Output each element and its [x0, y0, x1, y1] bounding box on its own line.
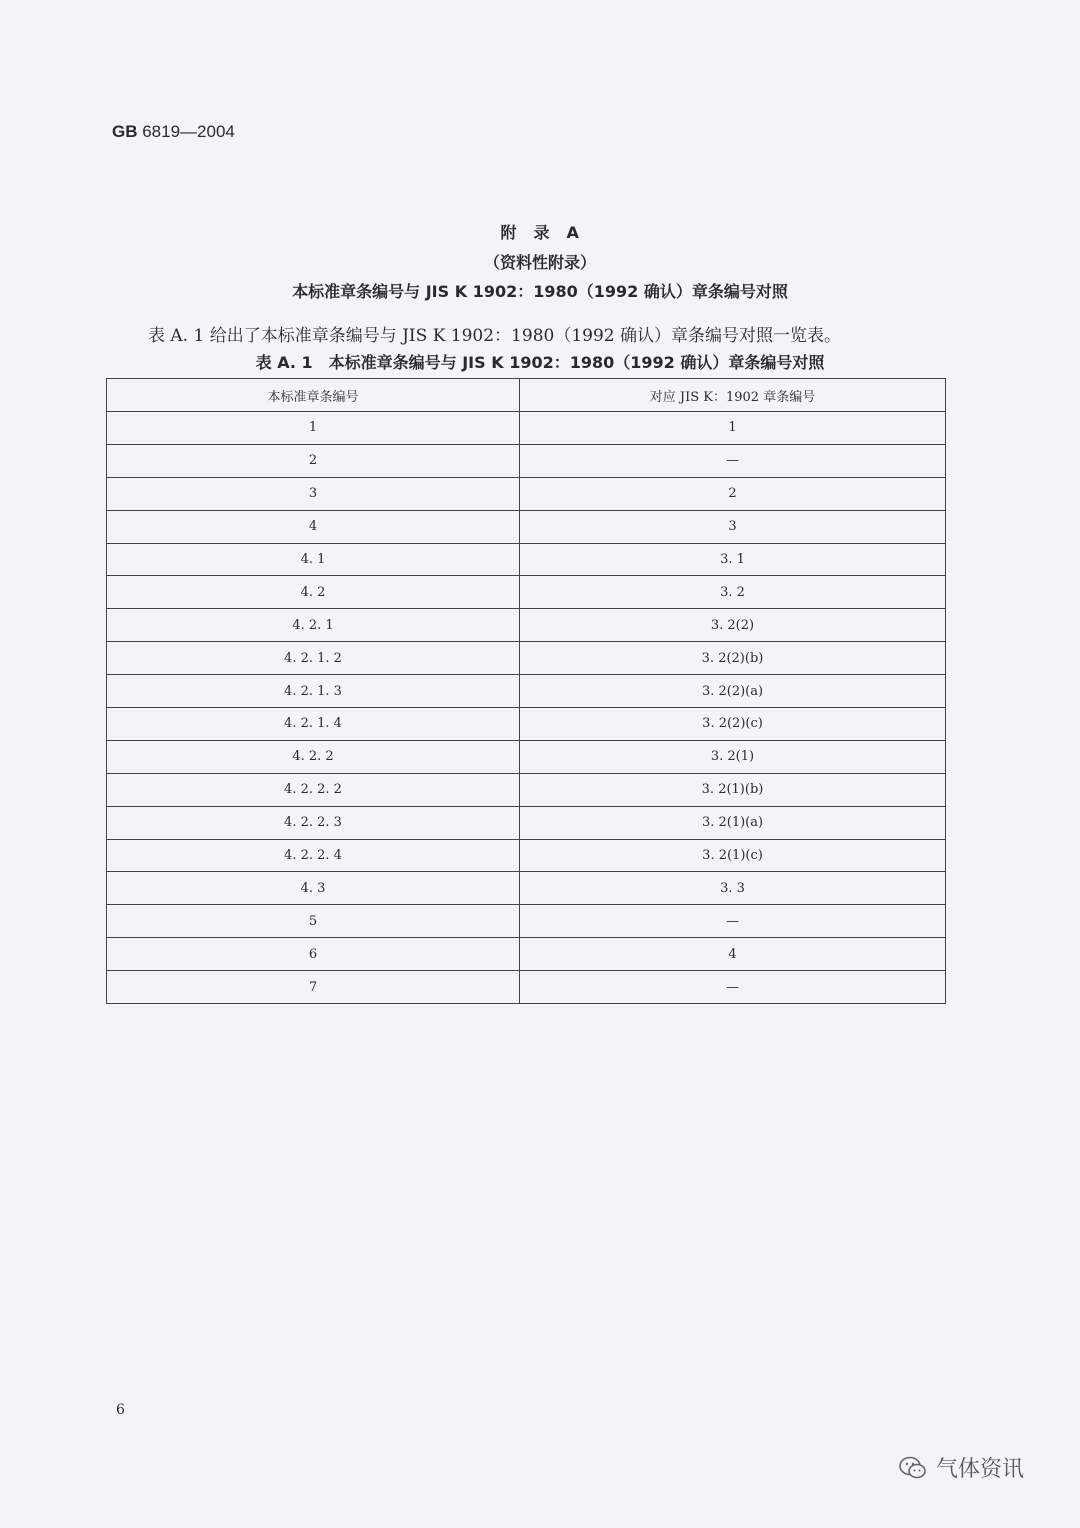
jis-clause-cell: 4	[520, 938, 946, 971]
clause-number-cell: 1	[107, 412, 520, 445]
table-caption: 表 A. 1 本标准章条编号与 JIS K 1902：1980（1992 确认）章条编号对照	[255, 353, 825, 372]
clause-number-cell: 3	[107, 477, 520, 510]
annex-type: （资料性附录）	[483, 253, 596, 272]
column-header: 对应 JIS K：1902 章条编号	[520, 379, 946, 412]
page-number: 6	[116, 1402, 125, 1418]
table-row	[107, 609, 946, 642]
jis-clause-cell: —	[520, 971, 946, 1004]
clause-number-cell: 4. 2. 1	[107, 609, 520, 642]
clause-number-cell: 4. 2. 1. 2	[107, 642, 520, 675]
jis-clause-cell: —	[520, 444, 946, 477]
watermark	[898, 1452, 1024, 1483]
table-row	[107, 872, 946, 905]
clause-number-cell: 4. 2. 2	[107, 740, 520, 773]
clause-number-cell: 4. 2. 2. 4	[107, 839, 520, 872]
table-row	[107, 938, 946, 971]
jis-clause-cell: 3. 2(1)(b)	[520, 773, 946, 806]
intro-paragraph: 表 A. 1 给出了本标准章条编号与 JIS K 1902：1980（1992 确认）章条编号对照一览表。	[148, 326, 841, 346]
table-row	[107, 905, 946, 938]
jis-clause-cell: 3. 2(1)(c)	[520, 839, 946, 872]
watermark-text: 气体资讯	[936, 1457, 1025, 1482]
table-row	[107, 773, 946, 806]
table-row	[107, 675, 946, 708]
table-row	[107, 708, 946, 741]
standard-id: GB 6819—2004	[112, 122, 235, 141]
table-row	[107, 412, 946, 445]
jis-clause-cell: 3. 2(2)(a)	[520, 675, 946, 708]
table-row	[107, 740, 946, 773]
clause-number-cell: 7	[107, 971, 520, 1004]
clause-number-cell: 6	[107, 938, 520, 971]
table-row	[107, 510, 946, 543]
annex-heading: 本标准章条编号与 JIS K 1902：1980（1992 确认）章条编号对照	[292, 282, 788, 301]
wechat-icon	[898, 1455, 928, 1481]
jis-clause-cell: 3. 2(2)(c)	[520, 708, 946, 741]
table-row	[107, 642, 946, 675]
table-row	[107, 477, 946, 510]
column-header: 本标准章条编号	[107, 379, 520, 412]
clause-number-cell: 2	[107, 444, 520, 477]
table-row	[107, 971, 946, 1004]
clause-number-cell: 5	[107, 905, 520, 938]
jis-clause-cell: 3. 2(2)	[520, 609, 946, 642]
table-row	[107, 839, 946, 872]
jis-clause-cell: 3. 1	[520, 543, 946, 576]
jis-clause-cell: 1	[520, 412, 946, 445]
clause-number-cell: 4. 3	[107, 872, 520, 905]
table-row	[107, 806, 946, 839]
clause-number-cell: 4. 2. 1. 4	[107, 708, 520, 741]
jis-clause-cell: —	[520, 905, 946, 938]
jis-clause-cell: 2	[520, 477, 946, 510]
clause-mapping-table	[106, 378, 946, 1004]
clause-number-cell: 4. 1	[107, 543, 520, 576]
jis-clause-cell: 3	[520, 510, 946, 543]
jis-clause-cell: 3. 2(1)	[520, 740, 946, 773]
table-row	[107, 543, 946, 576]
jis-clause-cell: 3. 2	[520, 576, 946, 609]
table-row	[107, 444, 946, 477]
clause-number-cell: 4. 2. 2. 3	[107, 806, 520, 839]
annex-title: 附 录 A	[500, 223, 580, 242]
jis-clause-cell: 3. 3	[520, 872, 946, 905]
table-row	[107, 576, 946, 609]
clause-number-cell: 4	[107, 510, 520, 543]
jis-clause-cell: 3. 2(1)(a)	[520, 806, 946, 839]
clause-number-cell: 4. 2. 1. 3	[107, 675, 520, 708]
clause-number-cell: 4. 2	[107, 576, 520, 609]
table-header-row	[107, 379, 946, 412]
jis-clause-cell: 3. 2(2)(b)	[520, 642, 946, 675]
clause-number-cell: 4. 2. 2. 2	[107, 773, 520, 806]
